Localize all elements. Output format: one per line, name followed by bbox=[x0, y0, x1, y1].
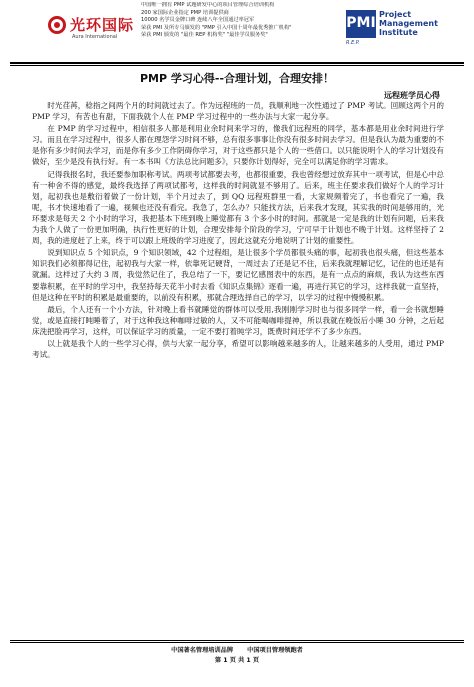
footer-divider-thin bbox=[10, 642, 464, 643]
header-line: 200 家国际企业指定 PMP 培训提供商 bbox=[141, 9, 229, 16]
document-author: 远程班学员心得 bbox=[384, 91, 440, 100]
paragraph: 在 PMP 的学习过程中，相信很多人都是利用业余时间来学习的，像我们远程班的同学，基本都是用业余时间进行学习。而且在学习过程中，很多人都在理怨学习时间不够，总有很多事事让你没有很多时间去学习。但是我认为最为重要的不是你有多少时间去学习，而是你有多少工作阴碍你学习，对于这些都只是个人的一些借口。以只能说明个人的学习计划没有做好，至少是没有执行好。有一本书叫《方法总比问题多》，只要你计划得好，完全可以满足你的学习需求。 bbox=[32, 124, 444, 167]
aura-logo-icon bbox=[48, 16, 66, 34]
aura-logo bbox=[48, 8, 138, 48]
paragraph: 最后，个人还有一个小方法，针对晚上看书就睡觉的群体可以受用,我刚刚学习时也与很多同学一样，看一会书就想睡觉，或是直接打盹睡着了，对于这种我这种咖啡过敏的人，又不可能喝咖啡提神，所以我就在晚饭后小睡 30 分钟，之后起床洗把脸再学习，这样，可以保证学习的质量，一定不要打着盹学习，既费时间还学不了多少东西。 bbox=[32, 304, 444, 336]
pmi-line: Institute bbox=[379, 28, 418, 37]
paragraph: 时光荏苒，稔指之间两个月的时间就过去了。作为远程班的一员，我顺利地一次性通过了 PMP 考试。回顾这两个月的 PMP 学习，有苦也有甜，下面我就个人在 PMP 学习过程中的一些办法与大家一起分享。 bbox=[32, 101, 444, 122]
footer-divider bbox=[10, 640, 464, 641]
header-slogans bbox=[141, 2, 341, 40]
paragraph: 记得我报名时，我还要参加职称考试。两项考试都要去考，也都很重要，我也曾经想过放弃其中一项考试，但是心中总有一种舍不得的感觉，最终我选择了两项试都考，这样我的时间就显不够用了。后来，班主任要求我们做好个人的学习计划，起初我也是敷衍着做了一份计划，半个月过去了，到 QQ 远程班群里一看，大家规频着完了，书也看完了一遍，我呢，书才快速地看了一遍，视频也还没有看完。我急了，怎么办？只能找方法，后来我才发现，其实我的时间是够用的，光环要求是每天 2 个小时的学习，我把基本下班到晚上睡觉都有 3 个多小时的时间。那就是一定是我的计划有问题，后来我为我个人做了一份更加明确，执行性更好的计划，合理安排每个阶段的学习，宁可早于计划也不晚于计划。这样坚持了 2 周，我的进度赶了上来，终于可以跟上班级的学习进度了，因此这就充分地说明了计划的重要性。 bbox=[32, 169, 444, 246]
paragraph: 以上就是我个人的一些学习心得，供与大家一起分享，希望可以影响越来越多的人，让越来越多的人受用，通过 PMP 考试。 bbox=[32, 338, 444, 360]
header-divider bbox=[10, 62, 464, 64]
footer-left-text: 中国著名管理培训品牌 bbox=[171, 647, 234, 654]
pmi-reg-text: R.E.P. bbox=[346, 40, 360, 46]
header-line: 10000 名学员金牌口碑 连续八年全国通过率冠军 bbox=[141, 17, 255, 23]
paragraph: 说到知识点 5 个知识点，9 个知识领域，42 个过程组，是让很多个学员都很头痛的事，起初我也很头痛，但这些基本知识我们必须都得记住，起初我与大家一样，依靠死记硬背，一周过去了还是记不住，后来我就理解记忆，记住的也还是有就漏。这样过了大约 3 周，我觉然记住了，我总结了一下，要记忆感图表中的东西，是有一点点的麻烦，我认为这些东西要靠积累，在平时的学习中，我坚持每天花半小时去看《知识点集锦》逐看一遍，再进行其它的学习，这样我就一直坚持，但是这种在平时的积累是最重要的，以前没有积累，那就合理选择自己的学习，以学习的过程中慢慢积累。 bbox=[32, 248, 444, 302]
logo-cn-text: 光环国际 bbox=[70, 16, 135, 34]
pmi-logo bbox=[346, 10, 464, 50]
pmi-line: Project bbox=[379, 10, 412, 19]
header-line: 荣获 PMI 及所专马颁发的 "PMP 引入中国十周年最优秀推广机构" bbox=[141, 24, 292, 31]
header-divider-thin bbox=[10, 65, 464, 66]
pmi-line: Management bbox=[379, 19, 438, 28]
header-line: 荣获 PMI 颁发的 "最佳 REP 机构奖" "最佳学员服务奖" bbox=[141, 32, 268, 38]
footer-right-text: 中国项目管理领跑者 bbox=[247, 647, 303, 654]
pmi-text bbox=[379, 10, 438, 37]
page-header bbox=[0, 0, 474, 60]
page-number: 第 1 页 共 1 页 bbox=[214, 657, 260, 664]
pmi-mark: PMI bbox=[346, 10, 376, 38]
document-body bbox=[32, 100, 444, 361]
logo-en-text: Aura International bbox=[72, 34, 118, 40]
header-line: 中国唯一拥有 PMP 试题研发中心的项目管理综合培训机构 bbox=[141, 2, 275, 8]
document-title: PMP 学习心得--合理计划，合理安排！ bbox=[139, 72, 335, 85]
page-footer bbox=[0, 646, 474, 666]
